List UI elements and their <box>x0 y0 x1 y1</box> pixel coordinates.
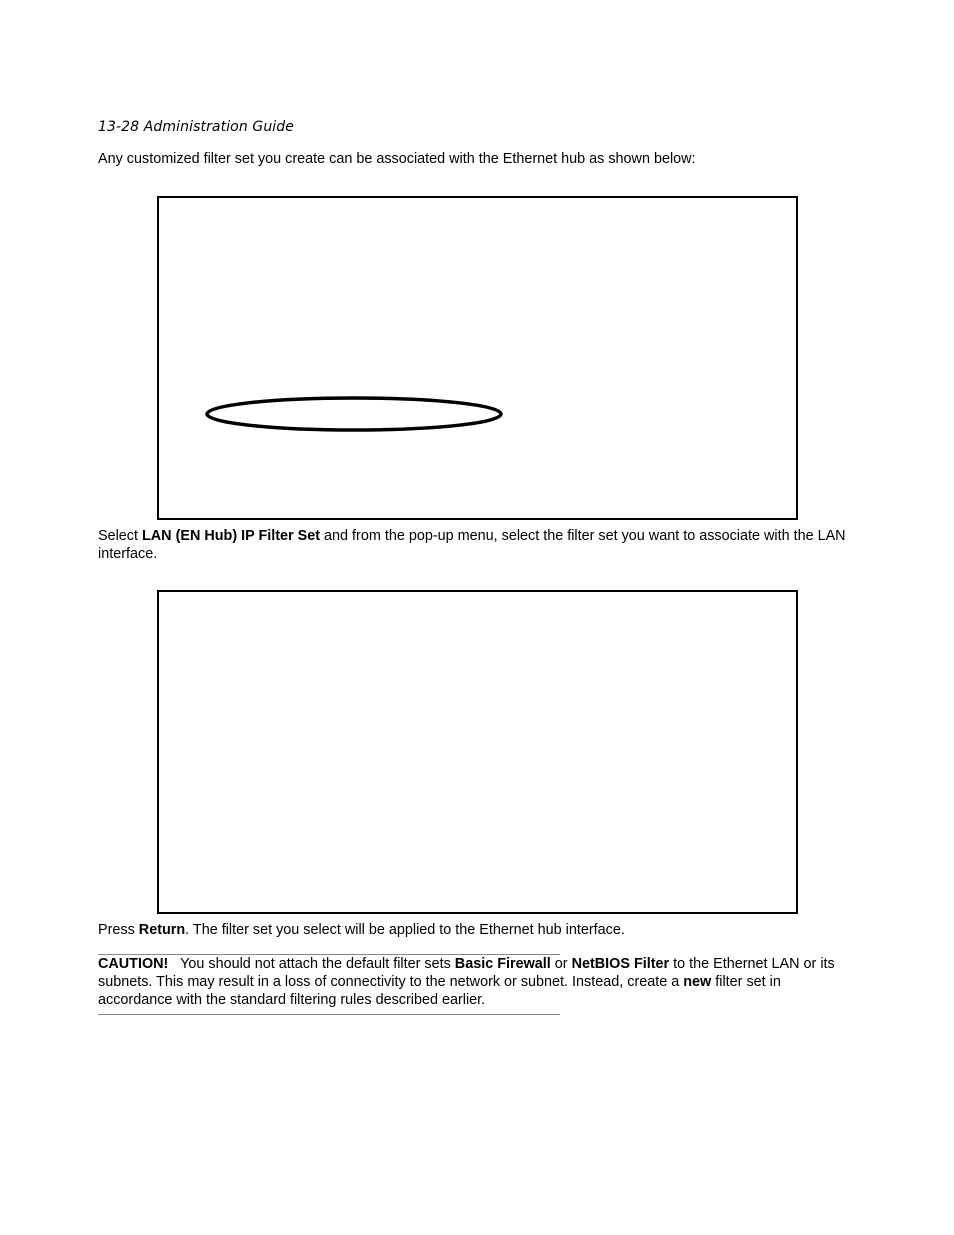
screenshot-figure-1 <box>157 196 798 520</box>
select-paragraph <box>98 527 858 563</box>
caution-label: CAUTION! <box>98 956 169 972</box>
caution-text-1: You should not attach the default filter sets <box>180 956 455 972</box>
press-text-1: Press <box>98 922 139 938</box>
caution-text-3: to the Ethernet LAN or its subnets. This may result in a loss of connectivity to the network or subnet. Instead, create a <box>98 956 835 990</box>
caution-text-4: filter set in accordance with the standard filtering rules described earlier. <box>98 974 781 1008</box>
menu-item-name: LAN (EN Hub) IP Filter Set <box>142 528 321 544</box>
running-head: 13-28 Administration Guide <box>98 119 294 135</box>
return-key-name: Return <box>138 922 186 938</box>
netbios-filter-name: NetBIOS Filter <box>571 956 670 972</box>
new-keyword: new <box>683 974 712 990</box>
select-text-1: Select <box>98 528 142 544</box>
select-text-2: and from the pop-up menu, select the filter set you want to associate with the LAN interface. <box>98 528 846 562</box>
screenshot-figure-2 <box>157 590 798 914</box>
caution-bottom-rule <box>98 1014 560 1015</box>
highlight-ellipse <box>205 396 505 436</box>
caution-text-2: or <box>550 956 572 972</box>
press-paragraph <box>98 921 858 939</box>
caution-paragraph <box>98 955 858 1009</box>
intro-paragraph: Any customized filter set you create can be associated with the Ethernet hub as shown below: <box>98 151 696 167</box>
press-text-2: . The filter set you select will be applied to the Ethernet hub interface. <box>185 922 625 938</box>
basic-firewall-name: Basic Firewall <box>454 956 551 972</box>
